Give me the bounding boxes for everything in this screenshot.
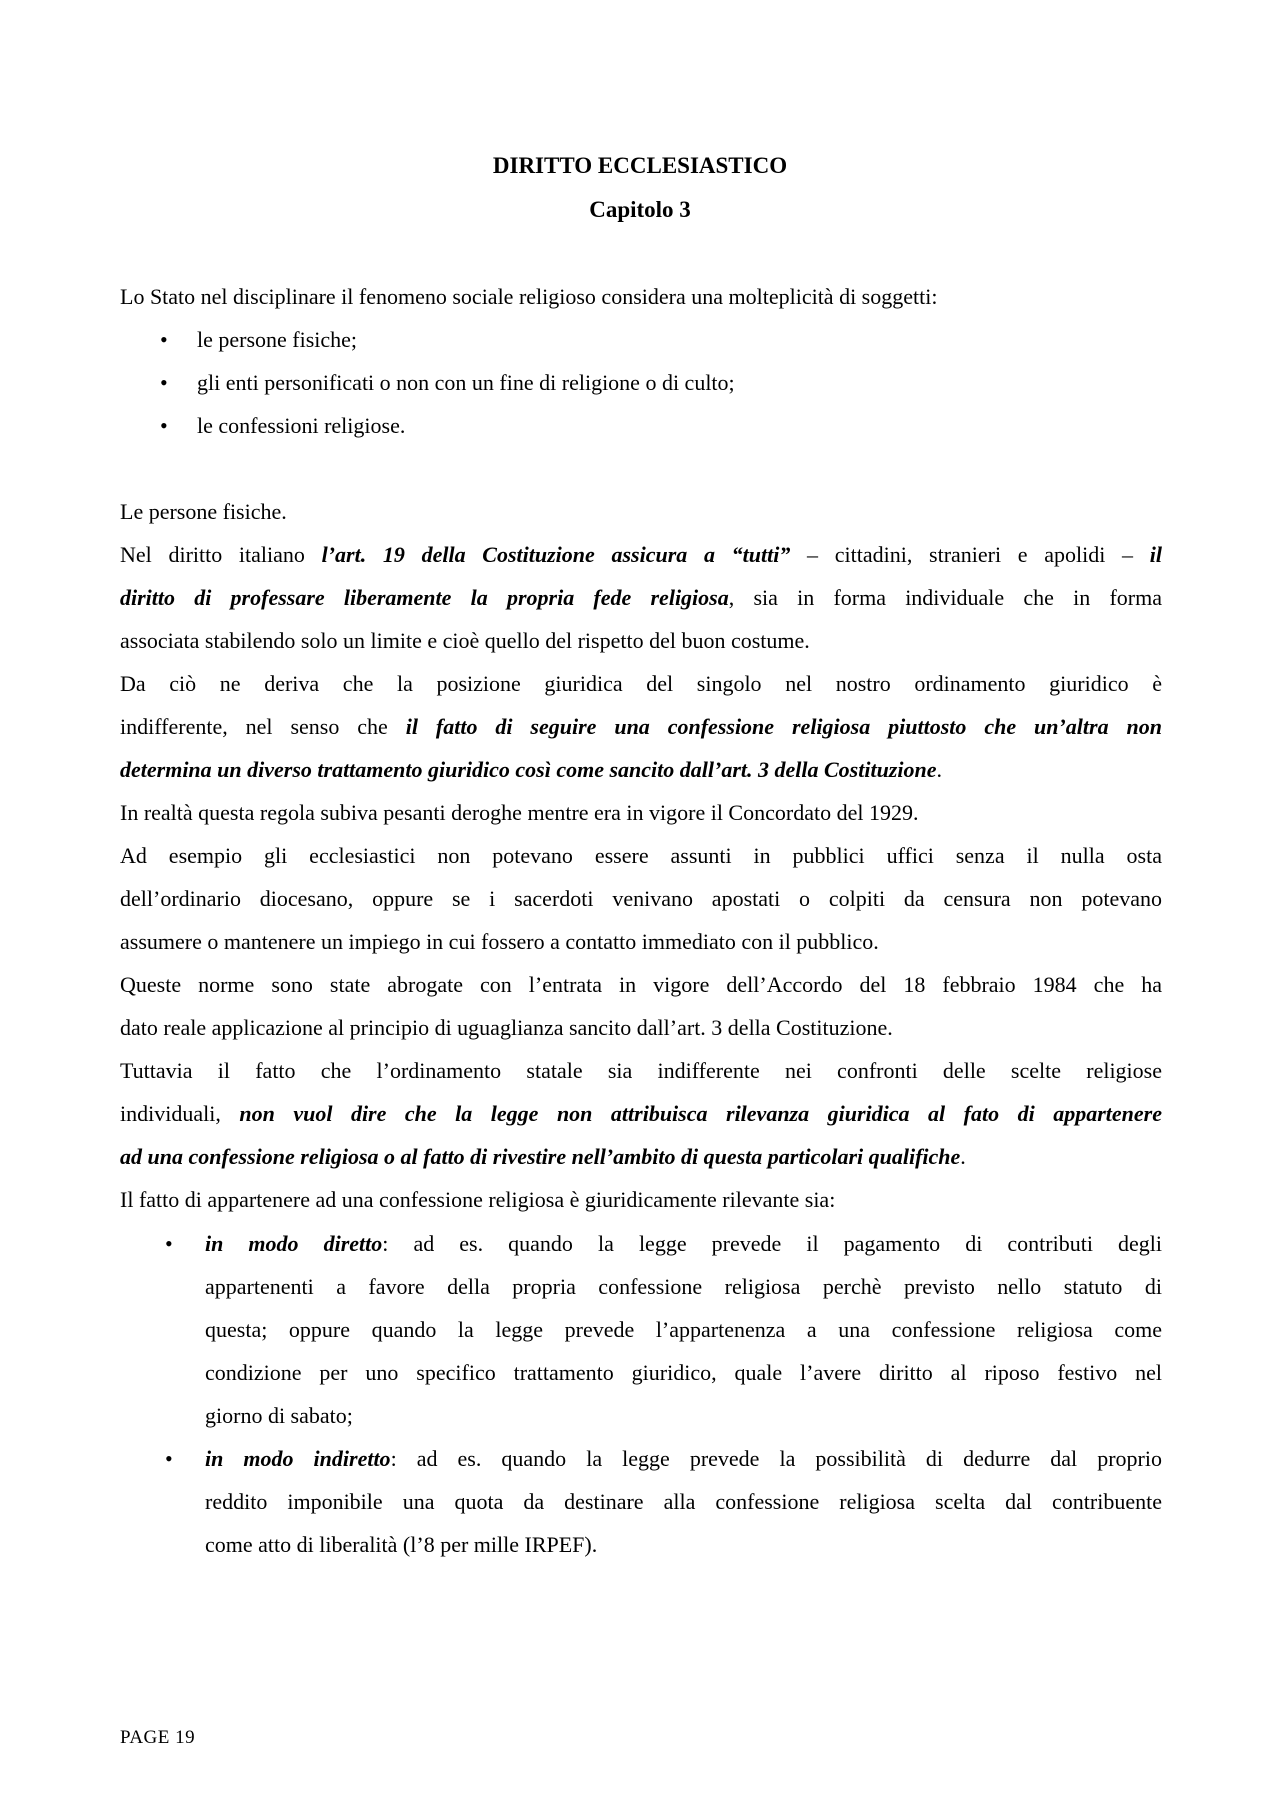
emphasis: l’art. 19 della Costituzione assicura a “tutti”	[321, 542, 791, 567]
paragraph-1-line-2: diritto di professare liberamente la propria fede religiosa, sia in forma individuale che in forma	[120, 585, 1162, 610]
bullet-icon: •	[165, 1231, 173, 1256]
emphasis: il	[1149, 542, 1162, 567]
bullet-label: in modo diretto	[205, 1231, 383, 1256]
paragraph-2-line-1: Da ciò ne deriva che la posizione giuridica del singolo nel nostro ordinamento giuridico è	[120, 671, 1162, 696]
emphasis: non vuol dire che la legge non attribuisca rilevanza giuridica al fato di appartenere	[239, 1101, 1162, 1126]
paragraph-4-line-3: assumere o mantenere un impiego in cui fossero a contatto immediato con il pubblico.	[120, 929, 879, 954]
paragraph-4-line-1: Ad esempio gli ecclesiastici non potevano essere assunti in pubblici uffici senza il nulla osta	[120, 843, 1162, 868]
bullet-icon: •	[160, 370, 168, 395]
paragraph-6-line-3: ad una confessione religiosa o al fatto di rivestire nell’ambito di questa particolari qualifiche.	[120, 1144, 966, 1169]
list-item-text: le confessioni religiose.	[197, 413, 406, 438]
list-item-text: gli enti personificati o non con un fine di religione o di culto;	[197, 370, 735, 395]
paragraph-3: In realtà questa regola subiva pesanti deroghe mentre era in vigore il Concordato del 1929.	[120, 800, 919, 825]
paragraph-2-line-2: indifferente, nel senso che il fatto di seguire una confessione religiosa piuttosto che un’altra non	[120, 714, 1162, 739]
bullet-icon: •	[160, 413, 168, 438]
emphasis: determina un diverso trattamento giuridico così come sancito dall’art. 3 della Costituzione	[120, 757, 937, 782]
paragraph-5-line-2: dato reale applicazione al principio di uguaglianza sancito dall’art. 3 della Costituzione.	[120, 1015, 893, 1040]
paragraph-7: Il fatto di appartenere ad una confessione religiosa è giuridicamente rilevante sia:	[120, 1187, 836, 1212]
document-title: DIRITTO ECCLESIASTICO	[492, 153, 788, 178]
paragraph-1-line-1: Nel diritto italiano l’art. 19 della Costituzione assicura a “tutti” – cittadini, stranieri e apolidi – il	[120, 542, 1162, 567]
intro-sentence: Lo Stato nel disciplinare il fenomeno sociale religioso considera una molteplicità di soggetti:	[120, 284, 938, 309]
emphasis: ad una confessione religiosa o al fatto di rivestire nell’ambito di questa particolari qualifiche	[120, 1144, 961, 1169]
paragraph-6-line-2: individuali, non vuol dire che la legge non attribuisca rilevanza giuridica al fato di appartenere	[120, 1101, 1162, 1126]
bullet-label: in modo indiretto	[205, 1446, 391, 1471]
section-body	[120, 490, 1162, 1221]
section-heading: Le persone fisiche.	[120, 499, 287, 524]
list-item-text: in modo indiretto: ad es. quando la legge prevede la possibilità di dedurre dal proprio reddito imponibile una quota da destinare alla confessione religiosa scelta dal contribuente come atto di liberalità (l’8 per mille IRPEF).	[205, 1446, 1162, 1557]
list-item-text: in modo diretto: ad es. quando la legge prevede il pagamento di contributi degli appartenenti a favore della propria confessione religiosa perchè previsto nello statuto di questa; oppure quando la legge prevede l’appartenenza a una confessione religiosa come condizione per uno specifico trattamento giuridico, quale l’avere diritto al riposo festivo nel giorno di sabato;	[205, 1231, 1162, 1428]
paragraph-4-line-2: dell’ordinario diocesano, oppure se i sacerdoti venivano apostati o colpiti da censura non potevano	[120, 886, 1162, 911]
emphasis: diritto di professare liberamente la propria fede religiosa	[120, 585, 729, 610]
bullet-icon: •	[165, 1446, 173, 1471]
paragraph-1-line-3: associata stabilendo solo un limite e cioè quello del rispetto del buon costume.	[120, 628, 810, 653]
paragraph-2-line-3: determina un diverso trattamento giuridico così come sancito dall’art. 3 della Costituzione.	[120, 757, 942, 782]
bullet-icon: •	[160, 327, 168, 352]
chapter-subtitle: Capitolo 3	[589, 197, 691, 222]
list-item-text: le persone fisiche;	[197, 327, 358, 352]
emphasis: il fatto di seguire una confessione religiosa piuttosto che un’altra non	[405, 714, 1162, 739]
paragraph-6-line-1: Tuttavia il fatto che l’ordinamento statale sia indifferente nei confronti delle scelte religiose	[120, 1058, 1162, 1083]
intro-paragraph	[120, 275, 1162, 318]
page-number: PAGE 19	[120, 1727, 196, 1748]
paragraph-5-line-1: Queste norme sono state abrogate con l’entrata in vigore dell’Accordo del 18 febbraio 1984 che ha	[120, 972, 1162, 997]
